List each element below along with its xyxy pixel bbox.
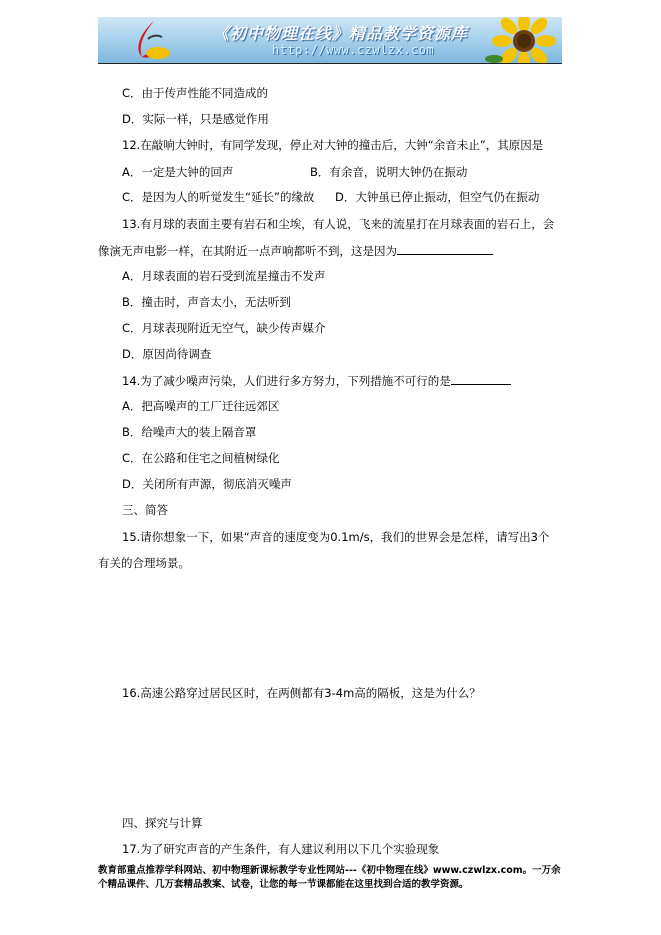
section-heading-3: 三、简答 [122,503,168,517]
option-12b: B．有余音，说明大钟仍在振动 [310,165,468,179]
option-11d: D．实际一样，只是感觉作用 [122,112,269,126]
option-14a: A．把高噪声的工厂迁往远郊区 [122,399,280,413]
banner-title: 《初中物理在线》精品教学资源库 [213,24,469,43]
option-13d: D．原因尚待调查 [122,347,212,361]
option-13a: A．月球表面的岩石受到流星撞击不发声 [122,269,326,283]
option-13c: C．月球表现附近无空气，缺少传声媒介 [122,321,326,335]
question-15-line2: 有关的合理场景。 [98,556,190,570]
footer-line2: 个精品课件、几万套精品教案、试卷，让您的每一节课都能在这里找到合适的教学资源。 [98,879,469,890]
option-12a: A．一定是大钟的回声 [122,165,234,179]
question-16: 16.高速公路穿过居民区时，在两侧都有3-4m高的隔板，这是为什么？ [122,686,481,700]
question-12: 12.在敲响大钟时，有同学发现，停止对大钟的撞击后，大钟“余音未止”，其原因是 [122,138,544,152]
option-14d: D．关闭所有声源，彻底消灭噪声 [122,477,292,491]
option-14c: C．在公路和住宅之间植树绿化 [122,451,280,465]
answer-blank [397,243,493,255]
footer-line1: 教育部重点推荐学科网站、初中物理新课标教学专业性网站---《初中物理在线》www.czwlzx.com。一万余 [98,865,561,876]
site-logo-icon [128,19,172,61]
answer-blank [451,373,511,385]
option-11c: C．由于传声性能不同造成的 [122,86,269,100]
option-12c: C．是因为人的听觉发生“延长”的缘故 [122,190,315,204]
question-13-line2: 像演无声电影一样，在其附近一点声响都听不到，这是因为 [98,243,493,259]
header-rule [98,63,562,64]
option-13b: B．撞击时，声音太小，无法听到 [122,295,291,309]
question-15-line1: 15.请你想象一下，如果“声音的速度变为0.1m/s，我们的世界会是怎样，请写出3个 [122,530,550,544]
option-12d: D．大钟虽已停止振动，但空气仍在振动 [335,190,540,204]
section-heading-4: 四、探究与计算 [122,816,203,830]
question-14: 14.为了减少噪声污染，人们进行多方努力，下列措施不可行的是 [122,373,511,389]
header-banner [98,17,562,63]
banner-url[interactable]: http://www.czwlzx.com [272,43,435,57]
question-13-line1: 13.有月球的表面主要有岩石和尘埃，有人说，飞来的流星打在月球表面的岩石上，会 [122,217,555,231]
sunflower-icon [484,17,562,63]
question-17: 17.为了研究声音的产生条件，有人建议利用以下几个实验现象 [122,842,440,856]
option-14b: B．给噪声大的装上隔音罩 [122,425,257,439]
